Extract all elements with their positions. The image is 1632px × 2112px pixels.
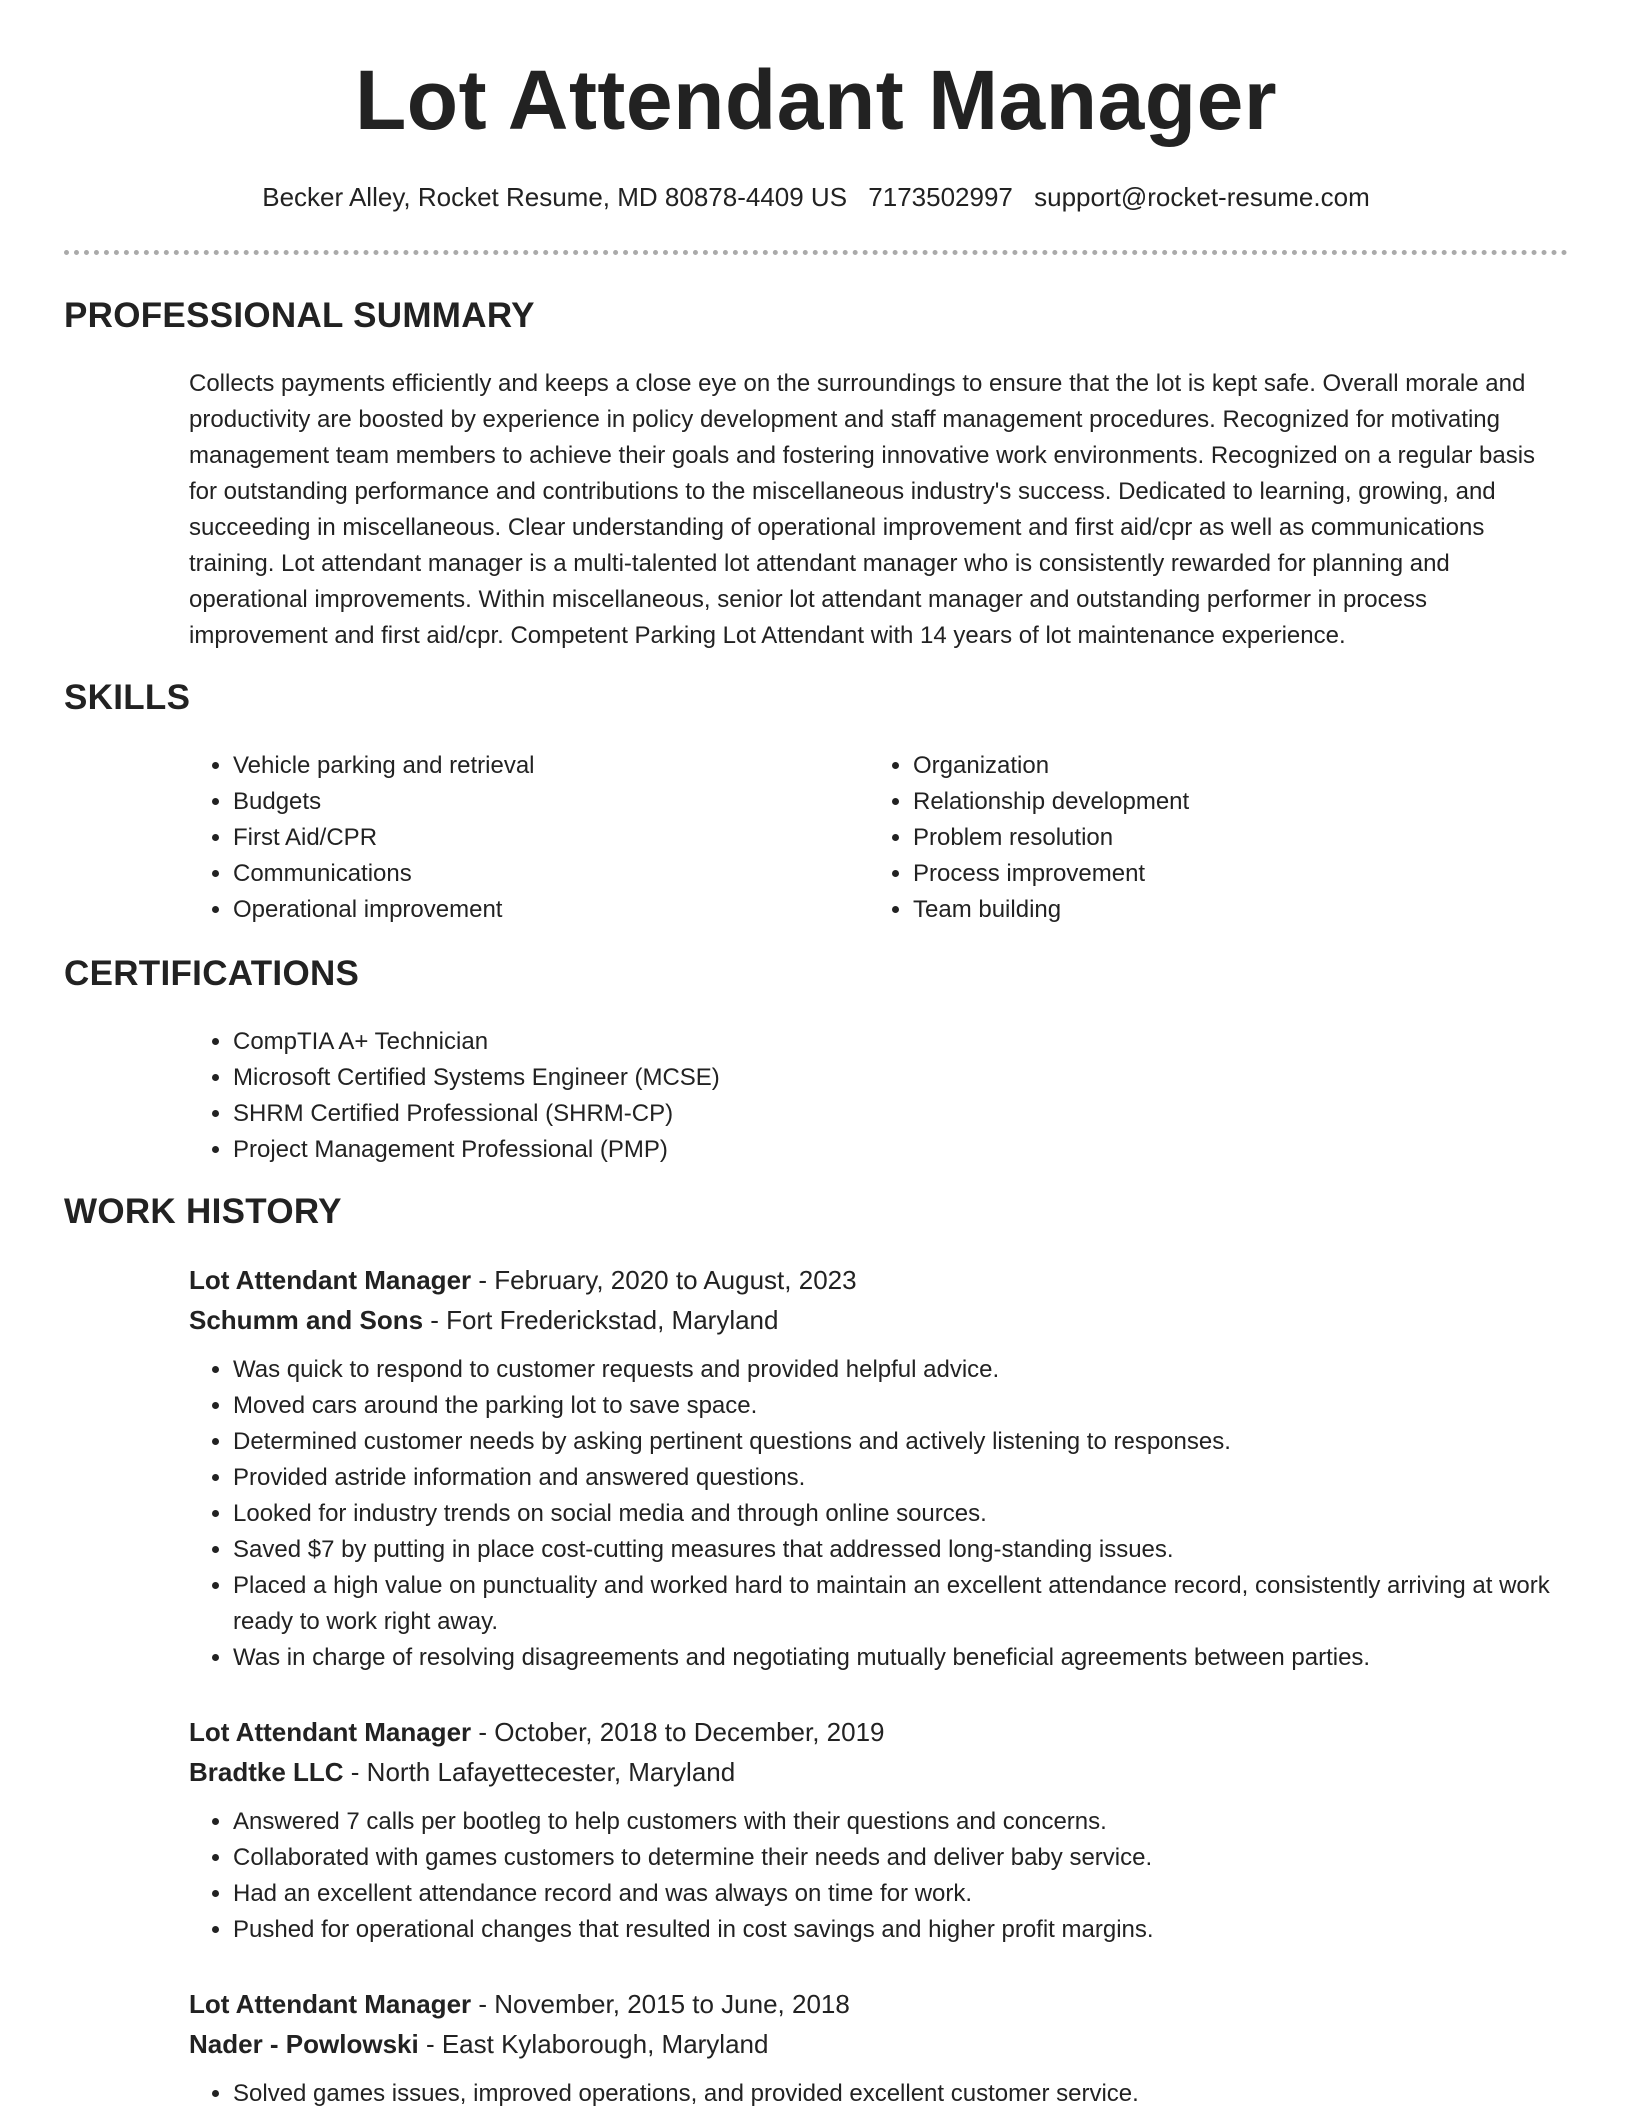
job-company-line bbox=[189, 1752, 1569, 1792]
job-bullet: • Was in charge of resolving disagreements and negotiating mutually beneficial agreements between parties. bbox=[233, 1640, 1569, 1676]
summary-heading: PROFESSIONAL SUMMARY bbox=[64, 296, 535, 335]
job-bullet: • Provided astride information and answered questions. bbox=[233, 1460, 1569, 1496]
job-location: - North Lafayettecester, Maryland bbox=[343, 1757, 736, 1787]
job-dates: - November, 2015 to June, 2018 bbox=[471, 1989, 850, 2019]
job-bullet: • Pushed for operational changes that resulted in cost savings and higher profit margins. bbox=[233, 1912, 1569, 1948]
header-divider bbox=[64, 250, 1568, 255]
job-company-line bbox=[189, 2024, 1569, 2064]
job-bullet: • Saved $7 by putting in place cost-cutting measures that addressed long-standing issues. bbox=[233, 1532, 1569, 1568]
skill-item: • Problem resolution bbox=[913, 820, 1509, 856]
skills-heading: SKILLS bbox=[64, 678, 191, 717]
skill-item: • Budgets bbox=[233, 784, 829, 820]
certifications-list bbox=[189, 1024, 1089, 1168]
skill-item: • Team building bbox=[913, 892, 1509, 928]
job-bullet: • Collaborated with games customers to determine their needs and deliver baby service. bbox=[233, 1840, 1569, 1876]
job-role: Lot Attendant Manager bbox=[189, 1717, 472, 1747]
job-company: Schumm and Sons bbox=[189, 1305, 424, 1335]
certifications-heading: CERTIFICATIONS bbox=[64, 954, 360, 993]
job-location: - Fort Frederickstad, Maryland bbox=[423, 1305, 779, 1335]
job-entry bbox=[189, 1712, 1569, 1948]
job-title-line bbox=[189, 1260, 1569, 1300]
certification-item: • Project Management Professional (PMP) bbox=[233, 1132, 1089, 1168]
skill-item: • First Aid/CPR bbox=[233, 820, 829, 856]
contact-line bbox=[0, 182, 1632, 213]
job-bullet: • Placed a high value on punctuality and worked hard to maintain an excellent attendance record, consistently arriving at work ready to work right away. bbox=[233, 1568, 1569, 1640]
job-bullet: • Had an excellent attendance record and was always on time for work. bbox=[233, 1876, 1569, 1912]
job-bullet: • Was quick to respond to customer requests and provided helpful advice. bbox=[233, 1352, 1569, 1388]
job-role: Lot Attendant Manager bbox=[189, 1265, 472, 1295]
job-entry bbox=[189, 1984, 1569, 2112]
job-bullet: • Moved cars around the parking lot to save space. bbox=[233, 1388, 1569, 1424]
candidate-name: Lot Attendant Manager bbox=[354, 53, 1278, 147]
skills-column-right bbox=[869, 748, 1509, 928]
skill-item: • Organization bbox=[913, 748, 1509, 784]
email: support@rocket-resume.com bbox=[1034, 182, 1370, 212]
job-title-line bbox=[189, 1984, 1569, 2024]
skill-item: • Relationship development bbox=[913, 784, 1509, 820]
job-dates: - October, 2018 to December, 2019 bbox=[471, 1717, 885, 1747]
certification-item: • Microsoft Certified Systems Engineer (MCSE) bbox=[233, 1060, 1089, 1096]
job-bullets bbox=[189, 1352, 1569, 1676]
address: Becker Alley, Rocket Resume, MD 80878-4409 US bbox=[262, 182, 848, 212]
certification-item: • CompTIA A+ Technician bbox=[233, 1024, 1089, 1060]
skill-item: • Operational improvement bbox=[233, 892, 829, 928]
job-bullet: • Solved games issues, improved operations, and provided excellent customer service. bbox=[233, 2076, 1569, 2112]
phone: 7173502997 bbox=[868, 182, 1013, 212]
job-bullets bbox=[189, 2076, 1569, 2112]
job-location: - East Kylaborough, Maryland bbox=[418, 2029, 769, 2059]
skill-item: • Process improvement bbox=[913, 856, 1509, 892]
skill-item: • Vehicle parking and retrieval bbox=[233, 748, 829, 784]
job-entry bbox=[189, 1260, 1569, 1676]
summary-text: Collects payments efficiently and keeps a close eye on the surroundings to ensure that the lot is kept safe. Overall morale and productivity are boosted by experience in policy development and staff management procedures. Recognized for motivating management team members to achieve their goals and fostering innovative work environments. Recognized on a regular basis for outstanding performance and contributions to the miscellaneous industry's success. Dedicated to learning, growing, and succeeding in miscellaneous. Clear understanding of operational improvement and first aid/cpr as well as communications training. Lot attendant manager is a multi-talented lot attendant manager who is consistently rewarded for planning and operational improvements. Within miscellaneous, senior lot attendant manager and outstanding performer in process improvement and first aid/cpr. Competent Parking Lot Attendant with 14 years of lot maintenance experience. bbox=[189, 370, 1536, 649]
skill-item: • Communications bbox=[233, 856, 829, 892]
job-bullet: • Looked for industry trends on social media and through online sources. bbox=[233, 1496, 1569, 1532]
work-history-heading: WORK HISTORY bbox=[64, 1192, 342, 1231]
job-company: Bradtke LLC bbox=[189, 1757, 344, 1787]
certification-item: • SHRM Certified Professional (SHRM-CP) bbox=[233, 1096, 1089, 1132]
job-role: Lot Attendant Manager bbox=[189, 1989, 472, 2019]
job-dates: - February, 2020 to August, 2023 bbox=[471, 1265, 857, 1295]
job-title-line bbox=[189, 1712, 1569, 1752]
job-bullet: • Determined customer needs by asking pertinent questions and actively listening to responses. bbox=[233, 1424, 1569, 1460]
skills-column-left bbox=[189, 748, 829, 928]
job-bullet: • Answered 7 calls per bootleg to help customers with their questions and concerns. bbox=[233, 1804, 1569, 1840]
job-company-line bbox=[189, 1300, 1569, 1340]
job-bullets bbox=[189, 1804, 1569, 1948]
job-company: Nader - Powlowski bbox=[189, 2029, 419, 2059]
